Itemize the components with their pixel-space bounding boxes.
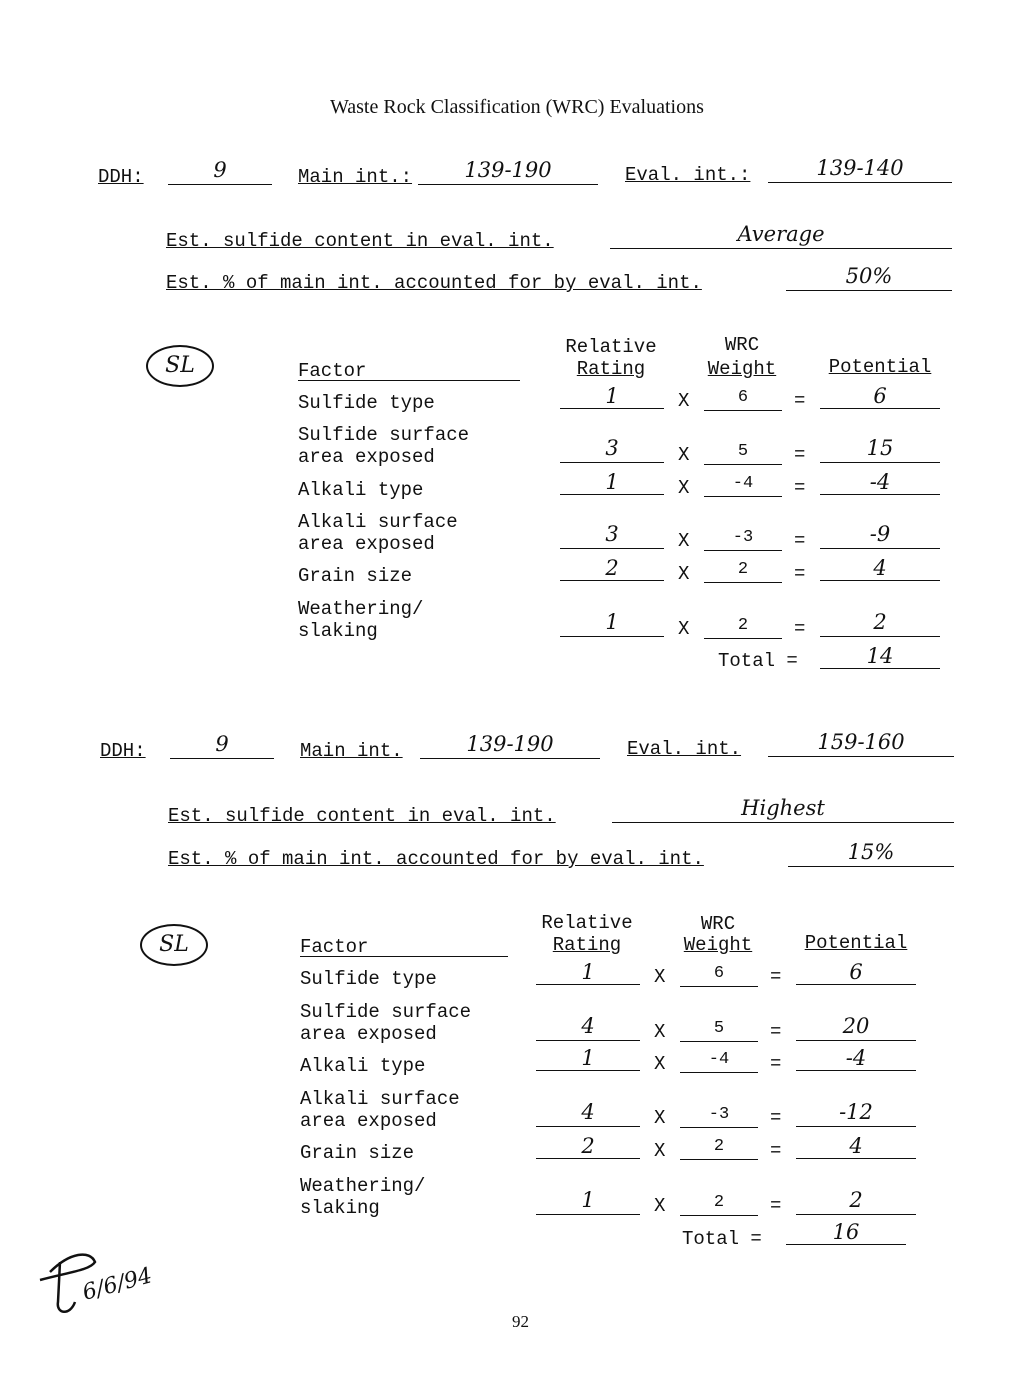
weight-value: 6 bbox=[680, 964, 758, 987]
rating-value: 2 bbox=[560, 556, 664, 581]
ddh-label: DDH: bbox=[98, 166, 144, 188]
weight-value: 2 bbox=[680, 1137, 758, 1160]
weight-value: 6 bbox=[704, 388, 782, 411]
relative-header: Relative bbox=[565, 336, 657, 358]
weight-value: 2 bbox=[704, 560, 782, 583]
times-sign: X bbox=[678, 390, 690, 412]
equals-sign: = bbox=[770, 966, 782, 988]
factor-label: Sulfide type bbox=[298, 392, 435, 414]
equals-sign: = bbox=[770, 1021, 782, 1043]
rating-value: 1 bbox=[536, 1046, 640, 1071]
factor-header: Factor bbox=[300, 936, 369, 958]
equals-sign: = bbox=[794, 563, 806, 585]
times-sign: X bbox=[654, 1195, 666, 1217]
eval-int-value: 139-140 bbox=[768, 156, 952, 183]
potential-value: 2 bbox=[796, 1188, 916, 1215]
weight-value: 2 bbox=[680, 1193, 758, 1216]
ddh-value: 9 bbox=[170, 732, 274, 759]
potential-value: 4 bbox=[796, 1134, 916, 1159]
rating-value: 4 bbox=[536, 1100, 640, 1127]
rating-value: 1 bbox=[536, 1188, 640, 1215]
rating-value: 3 bbox=[560, 436, 664, 463]
rating-header: Rating bbox=[576, 358, 646, 380]
factor-label: Grain size bbox=[298, 565, 413, 587]
total-value: 14 bbox=[820, 644, 940, 669]
times-sign: X bbox=[654, 1140, 666, 1162]
times-sign: X bbox=[678, 563, 690, 585]
weight-value: -4 bbox=[704, 474, 782, 497]
factor-label: Alkali surface bbox=[298, 511, 458, 533]
eval-int-value: 159-160 bbox=[768, 730, 954, 757]
factor-label: Weathering/ bbox=[298, 598, 424, 620]
weight-header: Weight bbox=[707, 358, 777, 380]
pct-main-value: 50% bbox=[786, 264, 952, 291]
total-value: 16 bbox=[786, 1220, 906, 1245]
potential-value: -9 bbox=[820, 522, 940, 549]
weight-value: 5 bbox=[680, 1019, 758, 1042]
sulfide-content-label: Est. sulfide content in eval. int. bbox=[166, 230, 554, 252]
weight-value: 5 bbox=[704, 442, 782, 465]
factor-label: Alkali surface bbox=[300, 1088, 460, 1110]
times-sign: X bbox=[654, 1053, 666, 1075]
wrc-header: WRC bbox=[700, 913, 736, 935]
times-sign: X bbox=[678, 444, 690, 466]
pct-main-label: Est. % of main int. accounted for by eval. int. bbox=[166, 272, 702, 294]
sl-stamp: SL bbox=[146, 345, 214, 387]
equals-sign: = bbox=[770, 1140, 782, 1162]
main-int-value: 139-190 bbox=[420, 732, 600, 759]
page-number: 92 bbox=[512, 1312, 529, 1331]
factor-label: Sulfide surface bbox=[300, 1001, 472, 1023]
sulfide-content-label: Est. sulfide content in eval. int. bbox=[168, 805, 556, 827]
times-sign: X bbox=[678, 477, 690, 499]
rating-value: 1 bbox=[560, 384, 664, 409]
rating-value: 1 bbox=[536, 960, 640, 985]
times-sign: X bbox=[678, 618, 690, 640]
times-sign: X bbox=[654, 1021, 666, 1043]
times-sign: X bbox=[654, 966, 666, 988]
equals-sign: = bbox=[794, 477, 806, 499]
potential-value: 6 bbox=[820, 384, 940, 409]
total-label: Total = bbox=[682, 1228, 762, 1250]
equals-sign: = bbox=[770, 1053, 782, 1075]
rating-value: 2 bbox=[536, 1134, 640, 1159]
rating-value: 3 bbox=[560, 522, 664, 549]
rating-value: 1 bbox=[560, 470, 664, 495]
factor-label-cont: area exposed bbox=[298, 446, 435, 468]
factor-label: Sulfide surface bbox=[298, 424, 470, 446]
rating-value: 1 bbox=[560, 610, 664, 637]
potential-value: -4 bbox=[796, 1046, 916, 1071]
rating-header: Rating bbox=[552, 934, 622, 956]
weight-value: -3 bbox=[680, 1105, 758, 1128]
factor-label-cont: area exposed bbox=[300, 1023, 437, 1045]
factor-label-cont: slaking bbox=[300, 1197, 380, 1219]
main-int-value: 139-190 bbox=[418, 158, 598, 185]
sl-stamp: SL bbox=[140, 924, 208, 966]
wrc-header: WRC bbox=[724, 334, 760, 356]
ddh-label: DDH: bbox=[100, 740, 146, 762]
eval-int-label: Eval. int. bbox=[627, 738, 742, 760]
sulfide-content-value: Highest bbox=[612, 796, 954, 823]
weight-header: Weight bbox=[683, 934, 753, 956]
times-sign: X bbox=[654, 1107, 666, 1129]
handwritten-signature: 6/6/94 bbox=[30, 1242, 160, 1322]
equals-sign: = bbox=[770, 1107, 782, 1129]
pct-main-label: Est. % of main int. accounted for by eval. int. bbox=[168, 848, 704, 870]
factor-label-cont: area exposed bbox=[300, 1110, 437, 1132]
weight-value: -3 bbox=[704, 528, 782, 551]
factor-label-cont: area exposed bbox=[298, 533, 435, 555]
main-int-label: Main int. bbox=[300, 740, 403, 762]
pct-main-value: 15% bbox=[788, 840, 954, 867]
main-int-label: Main int.: bbox=[298, 166, 413, 188]
rating-value: 4 bbox=[536, 1014, 640, 1041]
factor-label: Sulfide type bbox=[300, 968, 437, 990]
relative-header: Relative bbox=[541, 912, 633, 934]
potential-header: Potential bbox=[828, 356, 932, 378]
weight-value: 2 bbox=[704, 616, 782, 639]
equals-sign: = bbox=[794, 618, 806, 640]
total-label: Total = bbox=[718, 650, 798, 672]
equals-sign: = bbox=[770, 1195, 782, 1217]
potential-value: -12 bbox=[796, 1100, 916, 1127]
potential-value: 15 bbox=[820, 436, 940, 463]
potential-value: -4 bbox=[820, 470, 940, 495]
potential-value: 6 bbox=[796, 960, 916, 985]
page-title: Waste Rock Classification (WRC) Evaluations bbox=[330, 96, 704, 118]
factor-label-cont: slaking bbox=[298, 620, 378, 642]
times-sign: X bbox=[678, 530, 690, 552]
sulfide-content-value: Average bbox=[610, 222, 952, 249]
potential-value: 20 bbox=[796, 1014, 916, 1041]
equals-sign: = bbox=[794, 444, 806, 466]
ddh-value: 9 bbox=[168, 158, 272, 185]
factor-label: Grain size bbox=[300, 1142, 415, 1164]
equals-sign: = bbox=[794, 390, 806, 412]
potential-header: Potential bbox=[804, 932, 908, 954]
eval-int-label: Eval. int.: bbox=[625, 164, 751, 186]
factor-label: Weathering/ bbox=[300, 1175, 426, 1197]
potential-value: 2 bbox=[820, 610, 940, 637]
weight-value: -4 bbox=[680, 1050, 758, 1073]
equals-sign: = bbox=[794, 530, 806, 552]
factor-header: Factor bbox=[298, 360, 367, 382]
factor-label: Alkali type bbox=[298, 479, 424, 501]
potential-value: 4 bbox=[820, 556, 940, 581]
factor-label: Alkali type bbox=[300, 1055, 426, 1077]
